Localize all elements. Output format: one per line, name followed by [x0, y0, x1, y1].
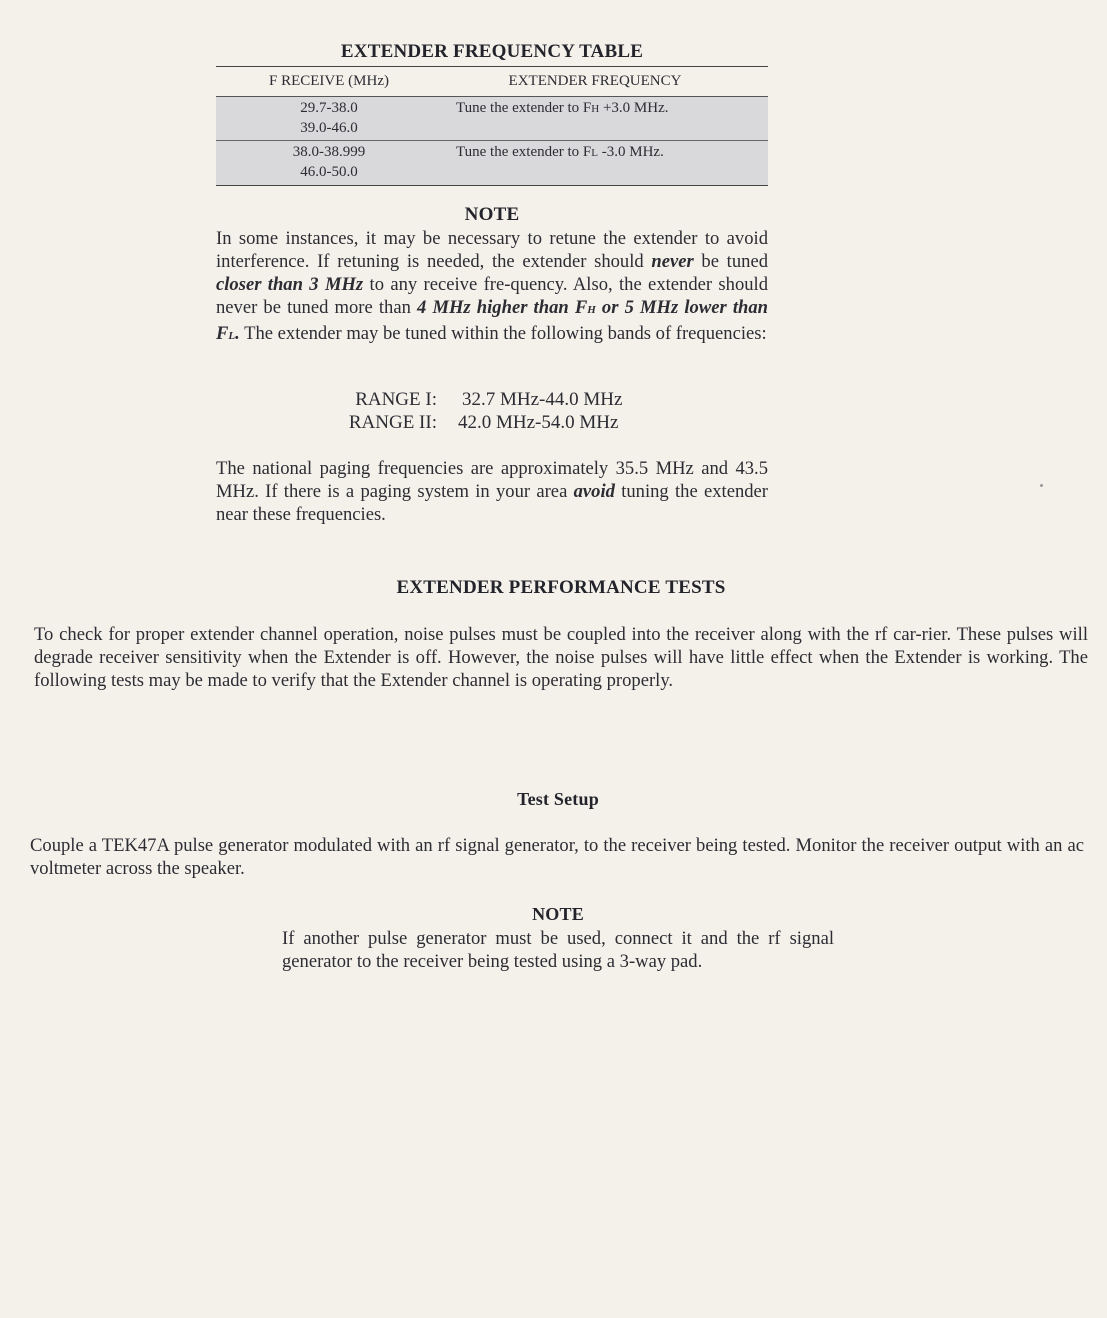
paper-speck — [1040, 484, 1043, 487]
column-header-extender: EXTENDER FREQUENCY — [508, 73, 682, 89]
table-title: EXTENDER FREQUENCY TABLE — [340, 41, 644, 62]
range-row — [300, 388, 720, 411]
note-subscript: L — [228, 330, 236, 342]
note-paragraph — [216, 227, 768, 348]
receive-value: 46.0-50.0 — [300, 164, 358, 180]
extender-cell — [442, 141, 768, 185]
extender-subscript: L — [591, 147, 598, 159]
table-row — [216, 141, 768, 185]
note-emphasis: or 5 MHz lower than F — [216, 297, 768, 344]
note-subscript: H — [587, 304, 596, 316]
extender-offset: -3.0 MHz. — [598, 144, 664, 160]
extender-text: Tune the extender to F — [456, 100, 592, 116]
range-label: RANGE II: — [348, 412, 437, 433]
range-row — [300, 411, 720, 434]
range-value: 42.0 MHz-54.0 MHz — [458, 412, 619, 433]
note-emphasis: 4 MHz higher than F — [417, 297, 588, 318]
table-row — [216, 97, 768, 141]
receive-cell — [216, 97, 442, 140]
note-emphasis: never — [651, 251, 694, 272]
paging-emphasis: avoid — [573, 481, 615, 502]
note-emphasis: closer than 3 MHz — [216, 274, 364, 295]
note-heading: NOTE — [464, 204, 520, 225]
note2-heading: NOTE — [532, 904, 584, 924]
performance-paragraph: To check for proper extender channel operation, noise pulses must be coupled into the receiver along with the rf car-rier. These pulses will degrade receiver sensitivity when the Extender is off. However, the noise pulses will have little effect when the Extender is working. The following tests may be made to verify that the Extender channel is operating properly. — [34, 624, 1088, 691]
note-text: The extender may be tuned within the following bands of frequencies: — [239, 323, 767, 344]
extender-subscript: H — [591, 103, 600, 115]
column-header-receive: F RECEIVE (MHz) — [269, 73, 389, 89]
range-list — [300, 388, 720, 434]
range-value: 32.7 MHz-44.0 MHz — [462, 389, 623, 410]
range-label: RANGE I: — [355, 389, 437, 410]
note-text: be tuned — [693, 251, 768, 272]
test-setup-paragraph: Couple a TEK47A pulse generator modulated with an rf signal generator, to the receiver being tested. Monitor the receiver output with an ac voltmeter across the speaker. — [30, 835, 1084, 879]
paging-text: The national paging frequencies are approximately 35.5 MHz and 43.5 MHz. If there is a paging system in your area — [216, 458, 768, 502]
test-setup-heading: Test Setup — [517, 789, 599, 809]
receive-cell — [216, 141, 442, 185]
note-text: to any receive fre-quency. Also, the extender should never be tuned more than — [216, 274, 769, 318]
receive-value: 29.7-38.0 — [300, 100, 358, 116]
extender-text: Tune the extender to F — [456, 144, 592, 160]
paging-text: tuning the extender near these frequencies. — [216, 481, 768, 525]
receive-value: 39.0-46.0 — [300, 120, 358, 136]
note2-paragraph: If another pulse generator must be used, connect it and the rf signal generator to the receiver being tested using a 3-way pad. — [282, 928, 834, 972]
paging-paragraph — [216, 457, 768, 526]
extender-frequency-table — [216, 66, 768, 186]
extender-cell — [442, 97, 768, 140]
performance-heading: EXTENDER PERFORMANCE TESTS — [396, 577, 726, 598]
note-emphasis: . — [235, 323, 240, 344]
table-header-row — [216, 67, 768, 97]
note-text: In some instances, it may be necessary to retune the extender to avoid interference. If retuning is needed, the extender should — [216, 228, 768, 272]
extender-offset: +3.0 MHz. — [599, 100, 669, 116]
receive-value: 38.0-38.999 — [292, 144, 366, 160]
